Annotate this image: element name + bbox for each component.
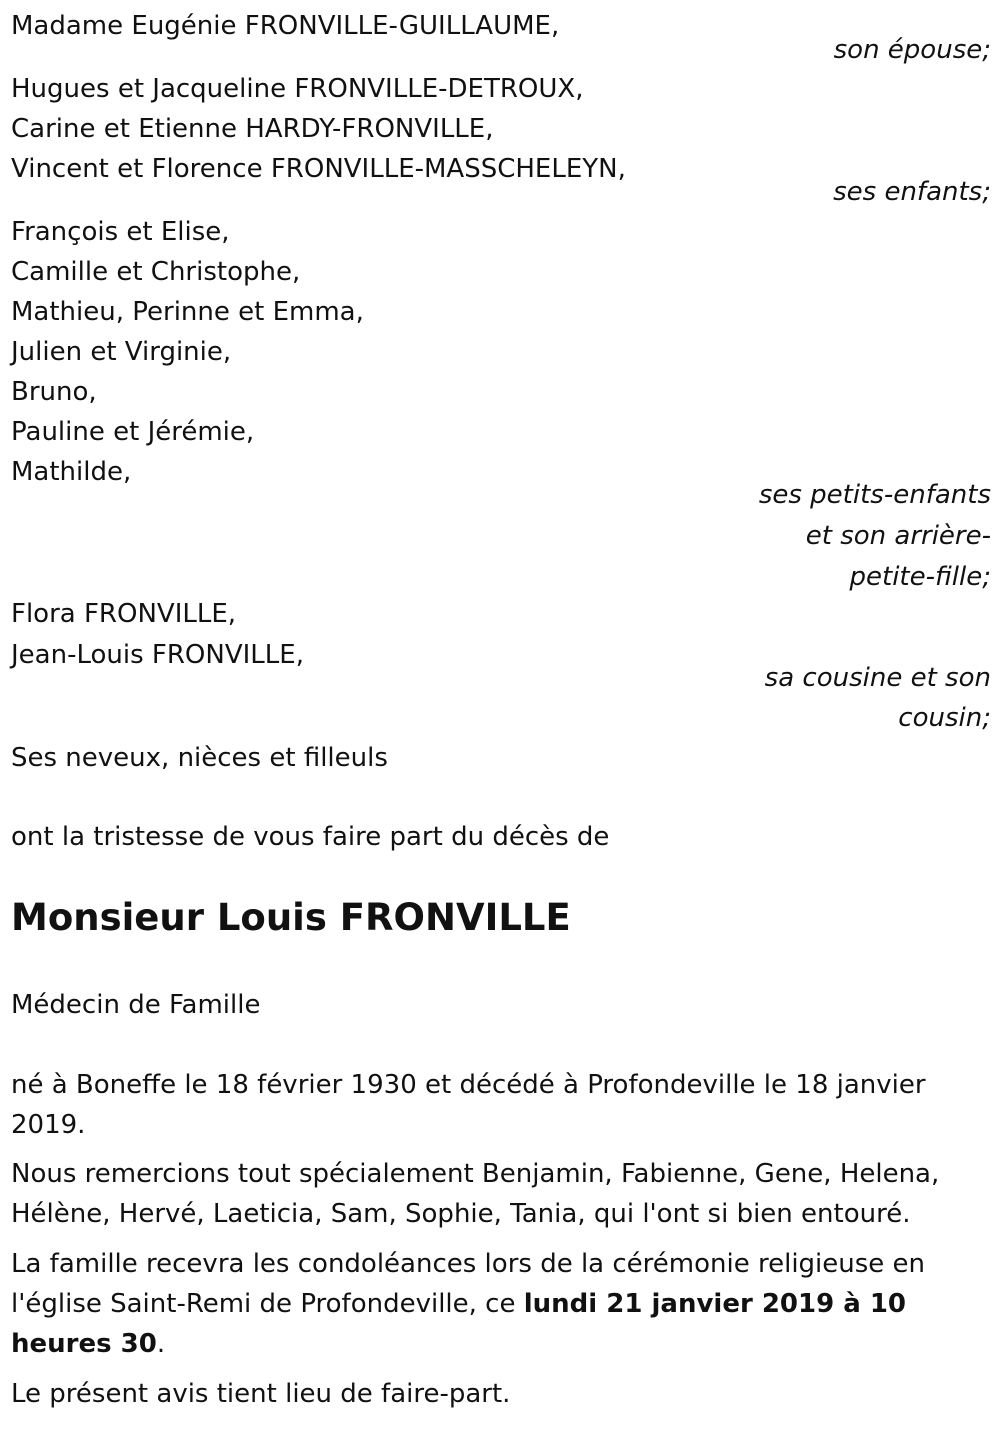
grandchild-line: Julien et Virginie, <box>11 337 232 367</box>
announcement-text: ont la tristesse de vous faire part du décès de <box>11 822 610 852</box>
spouse-role: son épouse; <box>833 35 991 65</box>
child-line: Hugues et Jacqueline FRONVILLE-DETROUX, <box>11 74 584 104</box>
grandchild-line: Mathilde, <box>11 457 132 487</box>
cousins-role-line: sa cousine et son <box>764 663 991 693</box>
child-line: Vincent et Florence FRONVILLE-MASSCHELEYN, <box>11 154 626 184</box>
cousin-line: Jean-Louis FRONVILLE, <box>11 640 304 670</box>
condolences-end: . <box>156 1329 166 1359</box>
condolences-text: La famille recevra les condoléances lors de la cérémonie religieuse en l'église Saint-Remi de Profondeville, ce <box>11 1249 926 1319</box>
closing-text: Le présent avis tient lieu de faire-part. <box>11 1379 511 1409</box>
grandchild-line: François et Elise, <box>11 217 230 247</box>
profession: Médecin de Famille <box>11 990 261 1020</box>
grandchildren-role-line: petite-fille; <box>849 562 991 592</box>
ceremony-date: lundi 21 janvier 2019 à 10 heures 30 <box>11 1289 907 1359</box>
grandchild-line: Camille et Christophe, <box>11 257 301 287</box>
cousin-line: Flora FRONVILLE, <box>11 599 237 629</box>
cousins-role-line: cousin; <box>898 703 991 733</box>
condolences-paragraph <box>11 1244 986 1364</box>
grandchild-line: Bruno, <box>11 377 97 407</box>
grandchild-line: Mathieu, Perinne et Emma, <box>11 297 364 327</box>
thanks-paragraph: Nous remercions tout spécialement Benjamin, Fabienne, Gene, Helena, Hélène, Hervé, Laeticia, Sam, Sophie, Tania, qui l'ont si bien entouré. <box>11 1159 940 1229</box>
deceased-name: Monsieur Louis FRONVILLE <box>11 896 571 939</box>
birth-death-dates: né à Boneffe le 18 février 1930 et décédé à Profondeville le 18 janvier 2019. <box>11 1070 926 1140</box>
grandchildren-role-line: ses petits-enfants <box>758 480 991 510</box>
spouse-name: Madame Eugénie FRONVILLE-GUILLAUME, <box>11 11 560 41</box>
child-line: Carine et Etienne HARDY-FRONVILLE, <box>11 114 494 144</box>
grandchild-line: Pauline et Jérémie, <box>11 417 255 447</box>
children-role: ses enfants; <box>833 177 991 207</box>
relatives-line: Ses neveux, nièces et filleuls <box>11 743 388 773</box>
grandchildren-role-line: et son arrière- <box>805 521 991 551</box>
